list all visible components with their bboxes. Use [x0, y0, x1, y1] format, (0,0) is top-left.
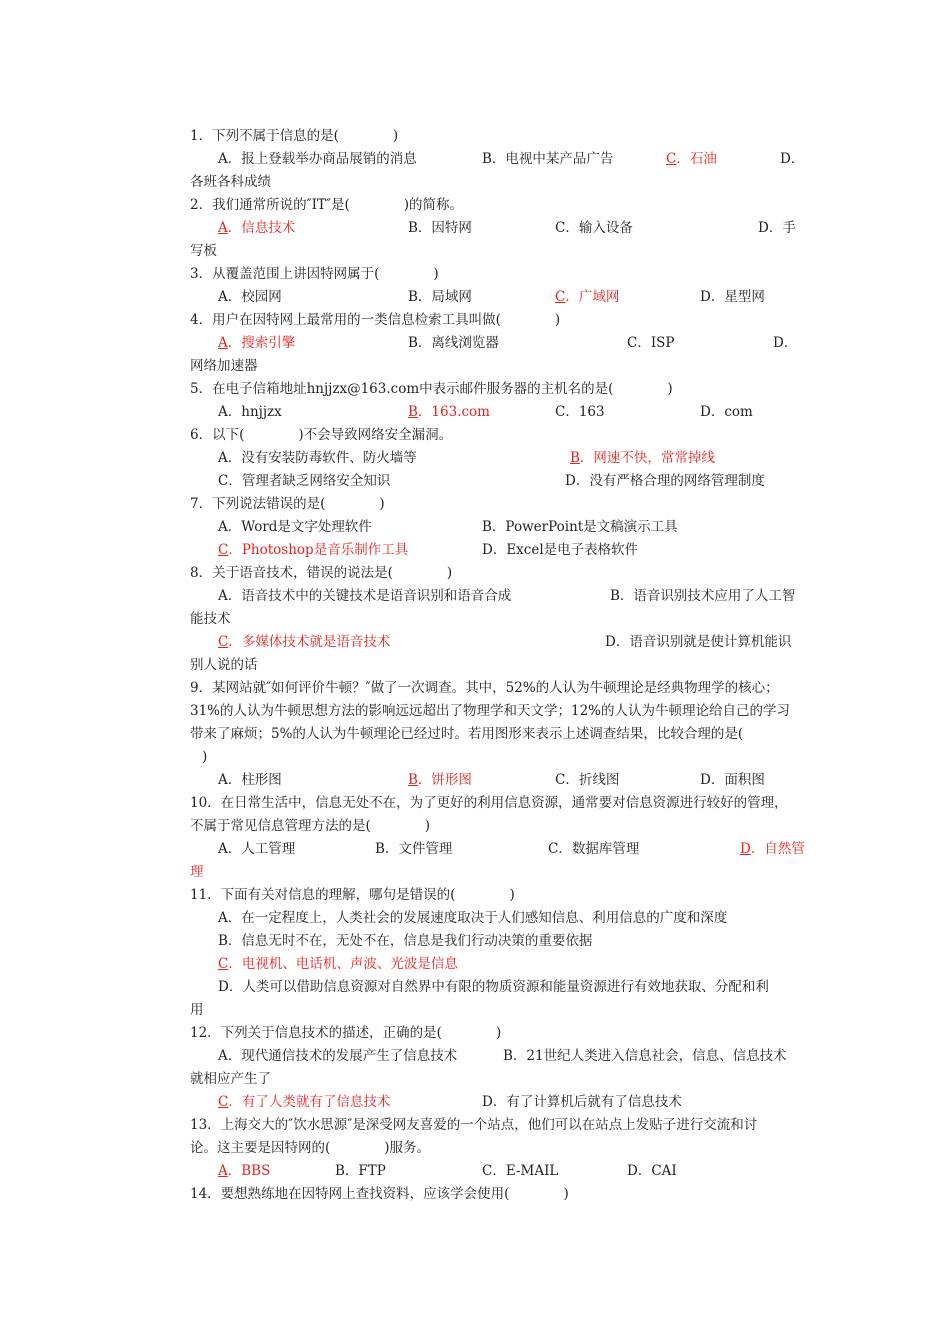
text-line: 写板: [190, 243, 217, 259]
text-line: A．没有安装防毒软件、防火墙等: [218, 450, 417, 466]
text-line: B．FTP: [335, 1163, 386, 1179]
text-line: 5．在电子信箱地址hnjjzx@163.com中表示邮件服务器的主机名的是( ): [190, 381, 673, 397]
text-line: 8．关于语音技术，错误的说法是( ): [190, 565, 453, 581]
text-line: 就相应产生了: [190, 1071, 271, 1087]
text-line: B．局域网: [408, 289, 472, 305]
text-line: B．因特网: [408, 220, 472, 236]
text-line: 14．要想熟练地在因特网上查找资料，应该学会使用( ): [190, 1186, 569, 1202]
text-line: B．电视中某产品广告: [482, 151, 614, 167]
text-line: 用: [190, 1002, 204, 1018]
text-line: D．Excel是电子表格软件: [482, 542, 639, 558]
text-line: A．在一定程度上，人类社会的发展速度取决于人们感知信息、利用信息的广度和深度: [218, 910, 728, 926]
answer-option-text: D．自然管: [740, 841, 805, 857]
text-line: D．没有严格合理的网络管理制度: [565, 473, 765, 489]
answer-option-text: A．BBS: [218, 1163, 271, 1179]
text-line: 10．在日常生活中，信息无处不在，为了更好的利用信息资源，通常要对信息资源进行较好的管理，: [190, 795, 788, 811]
text-line: 11．下面有关对信息的理解，哪句是错误的( ): [190, 887, 515, 903]
answer-option-text: 理: [190, 864, 204, 880]
text-line: D．有了计算机后就有了信息技术: [482, 1094, 682, 1110]
text-line: A．报上登载举办商品展销的消息: [218, 151, 417, 167]
text-line: 12．下列关于信息技术的描述，正确的是( ): [190, 1025, 502, 1041]
text-line: 6．以下( )不会导致网络安全漏洞。: [190, 427, 453, 443]
text-line: D．CAI: [627, 1163, 677, 1179]
text-line: 9．某网站就″如何评价牛顿？″做了一次调查。其中，52%的人认为牛顿理论是经典物理学的核心；: [190, 680, 779, 696]
answer-option-text: C．Photoshop是音乐制作工具: [218, 542, 409, 558]
text-line: D．com: [700, 404, 753, 420]
text-line: A．校园网: [218, 289, 282, 305]
answer-option-text: C．电视机、电话机、声波、光波是信息: [218, 956, 458, 972]
text-line: 13．上海交大的″饮水思源″是深受网友喜爱的一个站点，他们可以在站点上发贴子进行交流和讨: [190, 1117, 758, 1133]
text-line: C．ISP: [627, 335, 675, 351]
text-line: C．数据库管理: [548, 841, 640, 857]
text-line: D．语音识别就是使计算机能识: [605, 634, 792, 650]
text-line: 1．下列不属于信息的是( ): [190, 128, 399, 144]
text-line: 别人说的话: [190, 657, 258, 673]
text-line: C．E-MAIL: [482, 1163, 559, 1179]
answer-option-text: C．广域网: [555, 289, 620, 305]
text-line: B．离线浏览器: [408, 335, 499, 351]
text-line: B．PowerPoint是文稿演示工具: [482, 519, 678, 535]
text-line: 各班各科成绩: [190, 174, 271, 190]
text-line: 带来了麻烦；5%的人认为牛顿理论已经过时。若用图形来表示上述调查结果，比较合理的是(: [190, 726, 744, 742]
text-line: 3．从覆盖范围上讲因特网属于( ): [190, 266, 439, 282]
text-line: D．: [780, 151, 805, 167]
text-line: C．输入设备: [555, 220, 633, 236]
text-line: 能技术: [190, 611, 231, 627]
text-line: D．: [773, 335, 798, 351]
text-line: B．信息无时不在，无处不在，信息是我们行动决策的重要依据: [218, 933, 593, 949]
text-line: 31%的人认为牛顿思想方法的影响远远超出了物理学和天文学；12%的人认为牛顿理论给自己的学习: [190, 703, 791, 719]
text-line: C．管理者缺乏网络安全知识: [218, 473, 391, 489]
answer-option-text: A．搜索引擎: [218, 335, 296, 351]
text-line: 2．我们通常所说的″IT″是( )的简称。: [190, 197, 464, 213]
text-line: A．语音技术中的关键技术是语音识别和语音合成: [218, 588, 512, 604]
text-line: 4．用户在因特网上最常用的一类信息检索工具叫做( ): [190, 312, 561, 328]
text-line: A．人工管理: [218, 841, 296, 857]
answer-option-text: C．石油: [666, 151, 717, 167]
text-line: B．21世纪人类进入信息社会，信息、信息技术: [503, 1048, 787, 1064]
text-line: B．文件管理: [375, 841, 453, 857]
text-line: C．折线图: [555, 772, 620, 788]
answer-option-text: C．多媒体技术就是语音技术: [218, 634, 391, 650]
answer-option-text: B．网速不快，常常掉线: [570, 450, 715, 466]
text-line: D．面积图: [700, 772, 765, 788]
text-line: 不属于常见信息管理方法的是( ): [190, 818, 431, 834]
answer-option-text: B．163.com: [408, 404, 490, 420]
text-line: A．柱形图: [218, 772, 282, 788]
text-line: D．星型网: [700, 289, 765, 305]
text-line: 网络加速器: [190, 358, 258, 374]
text-line: 7．下列说法错误的是( ): [190, 496, 385, 512]
text-line: D．人类可以借助信息资源对自然界中有限的物质资源和能量资源进行有效地获取、分配和利: [218, 979, 769, 995]
text-line: D．手: [758, 220, 796, 236]
text-line: 论。这主要是因特网的( )服务。: [190, 1140, 431, 1156]
answer-option-text: C．有了人类就有了信息技术: [218, 1094, 391, 1110]
text-line: C．163: [555, 404, 605, 420]
text-line: A．hnjjzx: [218, 404, 282, 420]
answer-option-text: A．信息技术: [218, 220, 296, 236]
text-line: B．语音识别技术应用了人工智: [610, 588, 796, 604]
answer-option-text: B．饼形图: [408, 772, 472, 788]
text-line: A．Word是文字处理软件: [218, 519, 372, 535]
text-line: A．现代通信技术的发展产生了信息技术: [218, 1048, 458, 1064]
text-line: ): [202, 749, 208, 765]
